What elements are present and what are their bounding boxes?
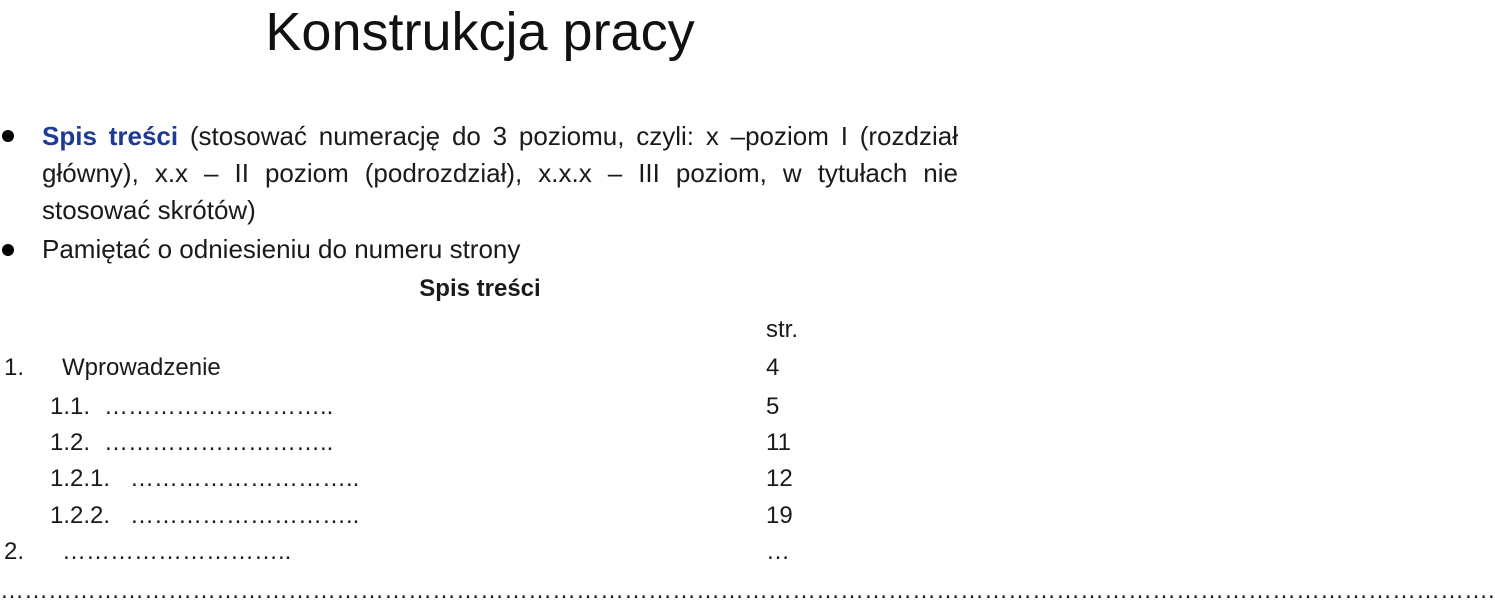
bullet-highlight: Spis treści xyxy=(42,121,179,151)
toc-page-header: str. xyxy=(766,316,799,343)
toc-entry-number: 1. xyxy=(4,354,25,381)
toc-entry-number: 1.2.1. xyxy=(50,465,111,492)
toc-entry-page: 11 xyxy=(766,429,791,456)
toc-entry-number: 1.1. xyxy=(50,393,91,420)
toc-entry-number: 2. xyxy=(4,538,25,565)
toc-entry-label: ……………………….. xyxy=(104,393,334,420)
toc-entry-label: Wprowadzenie xyxy=(62,354,221,381)
toc-entry-page: 12 xyxy=(766,465,793,492)
toc-entry-label: ……………………….. xyxy=(104,429,334,456)
page-title: Konstrukcja pracy xyxy=(265,2,695,62)
toc-entry-number: 1.2.2. xyxy=(50,502,111,529)
toc-heading: Spis treści xyxy=(419,275,541,302)
toc-entry-label: ……………………….. xyxy=(130,502,360,529)
bullet-icon xyxy=(2,244,14,256)
toc-entry-page: 4 xyxy=(766,354,780,381)
bullet-text: Pamiętać o odniesieniu do numeru strony xyxy=(42,234,521,264)
bullet-icon xyxy=(2,130,14,142)
toc-entry-label: ……………………….. xyxy=(62,538,292,565)
toc-entry-label: ……………………….. xyxy=(130,465,360,492)
toc-entry-page: … xyxy=(766,538,790,565)
toc-entry-number: 1.2. xyxy=(50,429,91,456)
toc-entry-page: 19 xyxy=(766,502,793,529)
bullet-text xyxy=(42,118,958,229)
toc-entry-page: 5 xyxy=(766,393,780,420)
toc-trailing-dots: ……………………………………………………………………………………………………………………………………………………………………. xyxy=(0,577,1495,604)
bullet-body: (stosować numerację do 3 poziomu, czyli: x –poziom I (rozdział główny), x.x – II poziom (podrozdział), x.x.x – III poziom, w tytułach nie stosować skrótów) xyxy=(42,121,958,225)
